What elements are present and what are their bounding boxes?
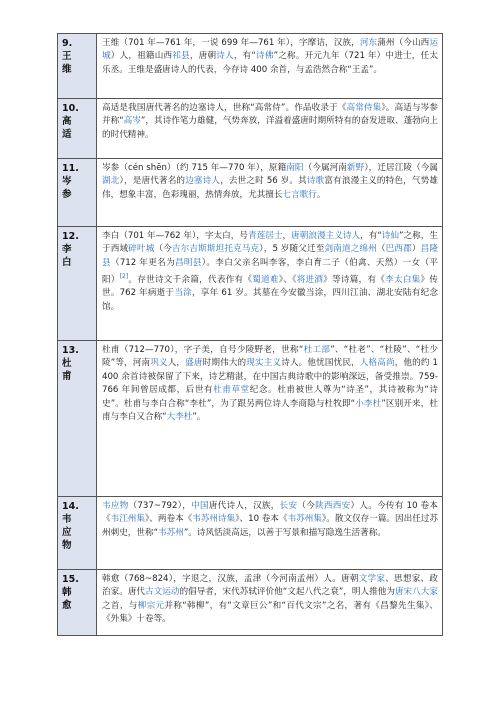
bio-text: 诗人。他忧国忧民， <box>281 358 360 369</box>
poet-label-cell <box>58 227 97 341</box>
bio-link[interactable]: 唐朝浪漫主义诗人 <box>291 231 361 241</box>
poet-bio <box>97 227 443 341</box>
bio-text: ，他的约 1400 余首诗被保留了下来，诗艺精湛，在中国古典诗歌中的影响深远，备受推崇。759-766 年间曾居成都，后世有 <box>102 358 438 396</box>
bio-link[interactable]: 李太白集 <box>385 275 421 286</box>
bio-text: 纪念。杜甫被世人尊为“诗圣”，其诗被称为“诗史”。杜甫与李白合称“李杜”，为了跟另两位诗人李商隐与杜牧即“ <box>102 385 438 409</box>
bio-text: 蒲州（今山西 <box>377 38 430 48</box>
bio-text: ”区别开来，杜甫与李白又合称“ <box>102 398 438 423</box>
bio-link[interactable]: 杜甫草堂 <box>213 385 250 396</box>
bio-text: ， <box>282 231 292 241</box>
bio-text: ，唐朝 <box>189 51 217 62</box>
bio-link[interactable]: 诗仙 <box>381 231 400 241</box>
bio-text: 》。散文仅存一篇。因出任过苏州刺史，世称“ <box>102 514 438 538</box>
bio-text: （ <box>376 244 386 255</box>
bio-link[interactable]: 唐宋八大家 <box>394 587 438 598</box>
poet-label-cell <box>58 497 97 570</box>
bio-link[interactable]: 昌明县 <box>174 257 202 268</box>
poet-name-char: 岑 <box>62 176 72 187</box>
bio-link[interactable]: 韦应物 <box>102 501 129 511</box>
poet-row <box>58 341 443 497</box>
bio-text: 、思想家、政治家。唐代 <box>102 574 438 598</box>
poet-row <box>58 570 443 636</box>
bio-text: 韩愈（768~824），字退之，汉族，孟津（今河南孟州）人。唐朝 <box>102 574 359 584</box>
poet-bio <box>97 34 443 99</box>
poet-name-char: 高 <box>62 116 72 127</box>
bio-text: 李白（701 年—762 年），字太白，号 <box>102 231 249 241</box>
poet-name-char: 物 <box>62 540 72 551</box>
bio-link[interactable]: 小李杜 <box>355 398 382 409</box>
bio-text: （737~792）， <box>128 501 192 511</box>
bio-text: 》。高适与岑参并称“ <box>102 103 438 127</box>
bio-text: ，享年 61 岁。其墓在今安徽当涂，四川江油、湖北安陆有纪念馆。 <box>102 288 438 312</box>
poet-name-char: 维 <box>62 64 72 75</box>
bio-link[interactable]: 陕西 <box>315 501 333 511</box>
bio-link[interactable]: 新野 <box>346 163 365 173</box>
bio-link[interactable]: 人格高尚 <box>359 358 395 369</box>
poet-bio <box>97 159 443 227</box>
bio-link[interactable]: 文学家 <box>358 574 386 584</box>
poet-number: 9. <box>62 38 73 49</box>
poet-bio <box>97 99 443 159</box>
bio-text: ），是唐代著名的 <box>119 176 186 187</box>
poet-name-char: 白 <box>62 257 72 268</box>
poet-row <box>58 99 443 159</box>
bio-text: ”，其诗作笔力雄健，气势奔放，洋溢着盛唐时期所特有的奋发进取、蓬勃向上的时代精神。 <box>102 116 438 140</box>
bio-text: 时期伟大的 <box>202 358 247 369</box>
bio-text: 唐代诗人，汉族， <box>208 501 280 511</box>
bio-text: 富有浪漫主义的特色，气势雄伟，想象丰富，色彩瑰丽，热情奔放，尤其擅长 <box>102 176 438 200</box>
bio-link[interactable]: 当涂 <box>174 288 192 299</box>
poet-label-cell <box>58 34 97 99</box>
bio-link[interactable]: 盛唐 <box>185 358 203 369</box>
bio-link[interactable]: 柳宗元 <box>137 600 165 611</box>
bio-link[interactable]: 诗人 <box>216 51 234 62</box>
poet-label-cell <box>58 99 97 159</box>
bio-text: 杜甫（712—770），字子美，自号少陵野老，世称“ <box>102 345 304 355</box>
bio-text: 并称“韩柳”，有“文章巨公”和“百代文宗”之名，著有《昌黎先生集》、《外集》十卷等。 <box>102 600 438 625</box>
poet-row <box>58 497 443 570</box>
bio-text: ）人。今传有 10 卷本《 <box>102 501 438 525</box>
bio-text: ”。诗风恬淡高远，以善于写景和描写隐逸生活著称。 <box>183 527 386 538</box>
bio-text: （712 年更名为 <box>110 257 175 268</box>
bio-link[interactable]: 韦苏州 <box>158 527 184 538</box>
poet-bio <box>97 341 443 497</box>
bio-link[interactable]: 将进酒 <box>296 275 324 286</box>
bio-link[interactable]: 运城 <box>102 38 438 62</box>
bio-link[interactable]: 中国 <box>191 501 209 511</box>
poet-table <box>57 33 443 636</box>
bio-text: 之首，与 <box>102 600 138 611</box>
bio-text: 高适是我国唐代著名的边塞诗人，世称“高常侍”。作品收录于《 <box>102 103 347 113</box>
bio-link[interactable]: 巴西郡 <box>385 244 412 255</box>
bio-link[interactable]: 青莲居士 <box>248 231 283 241</box>
bio-text: 》等诗篇，有《 <box>323 275 386 286</box>
bio-link[interactable]: 古文运动 <box>145 587 180 598</box>
bio-text: （今 <box>297 501 316 511</box>
bio-link[interactable]: 大李杜 <box>166 412 193 423</box>
bio-text: ，有“ <box>233 51 256 62</box>
bio-text: 王维（701 年—761 年，一说 699 年—761 年），字摩诘，汉族， <box>102 38 360 48</box>
bio-text: 》传世。762 年病逝于 <box>102 275 438 299</box>
bio-link[interactable]: 蜀道难 <box>252 275 279 286</box>
poet-number: 12. <box>62 231 79 242</box>
bio-text: ”。 <box>192 412 206 423</box>
bio-link[interactable]: 南阳 <box>286 163 304 173</box>
poet-bio <box>97 497 443 570</box>
poet-number: 14. <box>62 501 79 512</box>
poet-number: 13. <box>62 345 79 356</box>
bio-link[interactable]: 诗歌 <box>306 176 325 187</box>
poet-name-char: 韩 <box>62 587 72 598</box>
poet-number: 15. <box>62 574 79 585</box>
bio-link[interactable]: 现实主义 <box>246 358 282 369</box>
bio-link[interactable]: 吉尔吉斯斯坦托克马克 <box>171 244 260 255</box>
bio-link[interactable]: 西安 <box>332 501 351 511</box>
poet-label-cell <box>58 341 97 497</box>
bio-text: ，有“ <box>360 231 382 241</box>
bio-text: （今 <box>154 244 172 255</box>
bio-text: （今属河南 <box>303 163 347 173</box>
bio-link[interactable]: 韦江州集 <box>110 514 145 525</box>
poet-name-char: 参 <box>62 189 72 200</box>
poet-bio <box>97 570 443 636</box>
bio-link[interactable]: 高岑 <box>123 116 141 127</box>
bio-text: ），迁居江陵（今属 <box>364 163 438 173</box>
bio-text: ）人，祖籍山西 <box>110 51 173 62</box>
bio-link[interactable]: 长安 <box>279 501 298 511</box>
bio-link[interactable]: 韦苏州集 <box>287 514 322 525</box>
bio-text: ） <box>411 244 421 255</box>
poet-name-char: 甫 <box>62 371 72 382</box>
bio-text: 的倡导者，宋代苏轼评价他“文起八代之衰”，明人推他为 <box>179 587 395 598</box>
bio-text: 岑参（cén shēn）（约 715 年—770 年），原籍 <box>102 163 287 173</box>
document-page <box>57 33 443 636</box>
poet-name-char: 适 <box>62 129 72 140</box>
poet-name-char: 李 <box>62 244 72 255</box>
bio-link[interactable]: 祁县 <box>172 51 190 62</box>
bio-text: 》、10 卷本《 <box>235 514 288 525</box>
poet-number: 11. <box>62 163 79 174</box>
bio-link[interactable]: 高常侍集 <box>346 103 382 113</box>
bio-link[interactable]: 七言歌行 <box>282 189 317 200</box>
poet-name-char: 应 <box>62 527 72 538</box>
poet-name-char: 王 <box>62 51 72 62</box>
bio-link[interactable]: 巩义 <box>150 358 168 369</box>
bio-link[interactable]: 剑南道之绵州 <box>324 244 377 255</box>
bio-text: ），5 岁随父迁至 <box>259 244 325 255</box>
bio-text: ）。李白父亲名叫李客，李白育二子（伯禽、天然）一女（平阳） <box>102 257 438 286</box>
bio-text: 》、《 <box>278 275 297 286</box>
bio-text: ”、“杜老”、“杜陵”、“杜少陵”等，河南 <box>102 345 438 369</box>
poet-number: 10. <box>62 103 79 114</box>
poet-name-char: 韦 <box>62 514 72 525</box>
poet-name-char: 愈 <box>62 600 72 611</box>
bio-link[interactable]: 碎叶城 <box>128 244 155 255</box>
bio-link[interactable]: 昌隆县 <box>102 244 438 268</box>
bio-link[interactable]: 河东 <box>359 38 378 48</box>
bio-link[interactable]: 湖北 <box>102 176 120 187</box>
poet-row <box>58 34 443 99</box>
citation-link[interactable]: [2] <box>119 273 129 281</box>
bio-text: 》、两卷本《 <box>145 514 193 525</box>
bio-text: ”之称，生于西域 <box>102 231 438 255</box>
poet-row <box>58 227 443 341</box>
bio-link[interactable]: 韦苏州诗集 <box>192 514 236 525</box>
poet-label-cell <box>58 159 97 227</box>
bio-text: ”之称。开元九年（721 年）中进士，任太乐丞。王维是盛唐诗人的代表，今存诗 400 余首，与孟浩然合称“王孟”。 <box>102 51 438 75</box>
poet-name-char: 杜 <box>62 358 72 369</box>
bio-text: 人， <box>167 358 186 369</box>
bio-text: 。存世诗文千余篇，代表作有《 <box>128 275 253 286</box>
bio-link[interactable]: 杜工部 <box>303 345 331 355</box>
bio-link[interactable]: 诗佛 <box>255 51 274 62</box>
poet-row <box>58 159 443 227</box>
bio-link[interactable]: 边塞诗人 <box>185 176 221 187</box>
poet-label-cell <box>58 570 97 636</box>
bio-text: 。 <box>316 189 326 200</box>
bio-text: ，去世之时 56 岁。其 <box>220 176 307 187</box>
